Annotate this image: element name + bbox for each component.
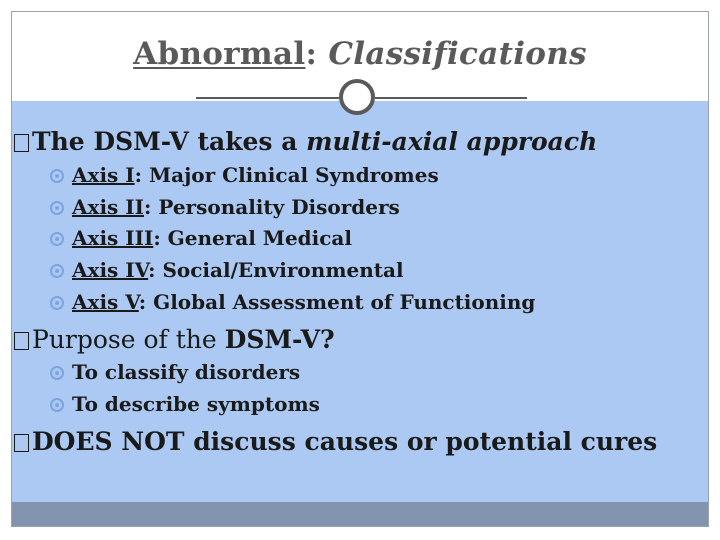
axis-label: Axis IV <box>72 258 149 282</box>
bullet-2 <box>14 325 335 354</box>
sub-item-purpose-1 <box>50 360 300 384</box>
axis-text: : Global Assessment of Functioning <box>138 290 536 314</box>
purpose-text: To describe symptoms <box>72 392 320 416</box>
bullet-1 <box>14 127 597 156</box>
sub-item-axis-3 <box>50 226 352 250</box>
circle-bullet-icon <box>50 366 64 380</box>
slide-title <box>0 36 720 72</box>
axis-text: : Personality Disorders <box>143 195 400 219</box>
bullet-2-text: Purpose of the <box>32 325 225 354</box>
sub-item-axis-4 <box>50 258 404 282</box>
bullet-2-strong: DSM-V? <box>224 325 335 354</box>
circle-bullet-icon <box>50 398 64 412</box>
bullet-1-text: The DSM-V takes a <box>32 127 307 156</box>
square-bullet-icon <box>14 332 29 350</box>
axis-label: Axis I <box>72 163 135 187</box>
axis-label: Axis II <box>72 195 144 219</box>
circle-bullet-icon <box>50 264 64 278</box>
sub-item-purpose-2 <box>50 392 320 416</box>
bullet-1-emphasis: multi-axial approach <box>306 127 598 156</box>
footer-band <box>12 502 708 526</box>
bullet-3 <box>14 427 657 456</box>
circle-bullet-icon <box>50 232 64 246</box>
divider-line-left <box>196 97 339 99</box>
sub-item-axis-1 <box>50 163 439 187</box>
square-bullet-icon <box>14 434 29 452</box>
axis-label: Axis III <box>72 226 154 250</box>
axis-label: Axis V <box>72 290 139 314</box>
circle-ornament-icon <box>339 79 375 115</box>
title-colon: : <box>305 36 329 72</box>
circle-bullet-icon <box>50 296 64 310</box>
divider-line-right <box>375 97 527 99</box>
axis-text: : Major Clinical Syndromes <box>134 163 439 187</box>
square-bullet-icon <box>14 134 29 152</box>
axis-text: : General Medical <box>153 226 352 250</box>
sub-item-axis-5 <box>50 290 535 314</box>
purpose-text: To classify disorders <box>72 360 301 384</box>
circle-bullet-icon <box>50 201 64 215</box>
circle-bullet-icon <box>50 169 64 183</box>
title-part2: Classifications <box>328 36 587 72</box>
bullet-3-text: DOES NOT discuss causes or potential cures <box>32 427 658 456</box>
axis-text: : Social/Environmental <box>148 258 404 282</box>
title-part1: Abnormal <box>133 36 306 72</box>
sub-item-axis-2 <box>50 195 400 219</box>
